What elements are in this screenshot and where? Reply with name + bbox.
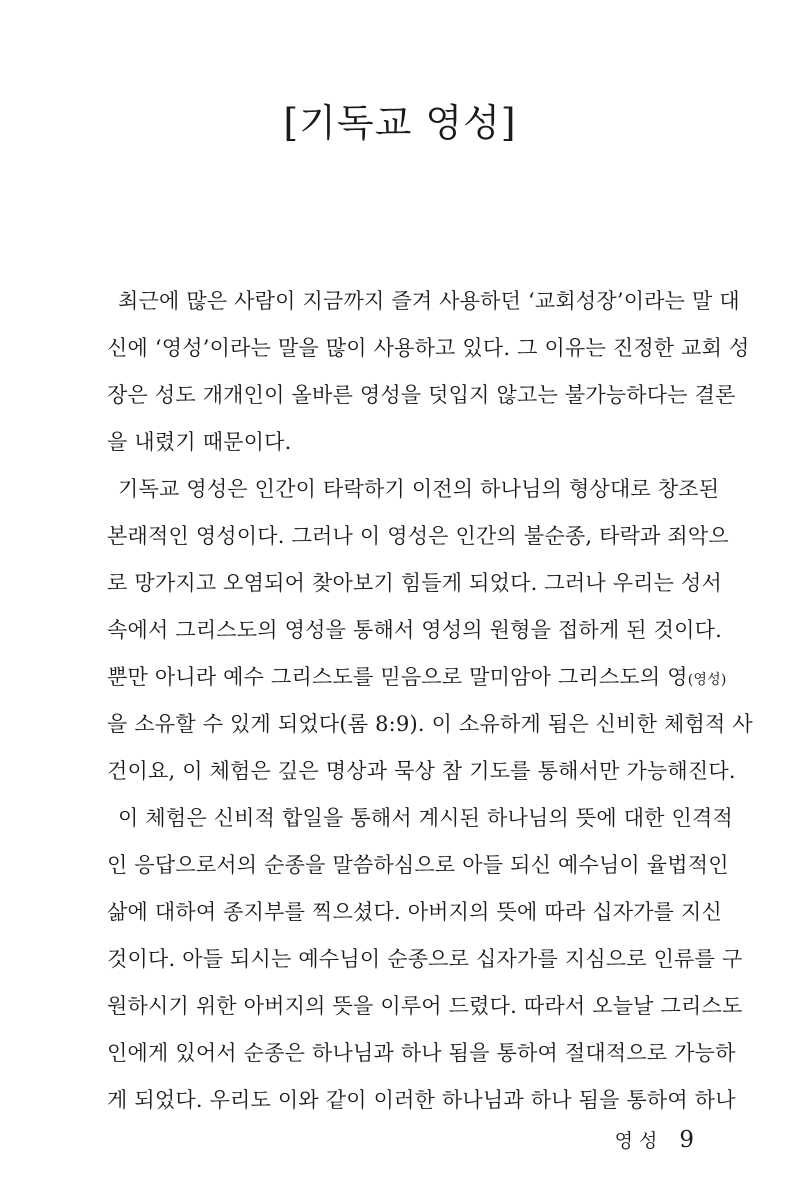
- text-line-4: 을 내렸기 때문이다.: [107, 430, 292, 454]
- text-line-12: 이 체험은 신비적 합일을 통해서 계시된 하나님의 뜻에 대한 인격적: [118, 806, 733, 830]
- text-line-14: 삶에 대하여 종지부를 찍으셨다. 아버지의 뜻에 따라 십자가를 지신: [107, 900, 722, 924]
- page-footer: [615, 1126, 694, 1153]
- text-line-2: 신에 ‘영성’이라는 말을 많이 사용하고 있다. 그 이유는 진정한 교회 성: [107, 336, 750, 360]
- text-line-8: 속에서 그리스도의 영성을 통해서 영성의 원형을 접하게 된 것이다.: [107, 618, 722, 642]
- text-line-9-main: 뿐만 아니라 예수 그리스도를 믿음으로 말미암아 그리스도의 영: [107, 665, 688, 689]
- text-line-11: 건이요, 이 체험은 깊은 명상과 묵상 참 기도를 통해서만 가능해진다.: [107, 759, 736, 783]
- text-line-9-annotation: (영성): [687, 672, 727, 688]
- page-title: [기독교 영성]: [283, 101, 517, 145]
- text-line-16: 원하시기 위한 아버지의 뜻을 이루어 드렸다. 따라서 오늘날 그리스도: [107, 994, 743, 1018]
- text-line-3: 장은 성도 개개인이 올바른 영성을 덧입지 않고는 불가능하다는 결론: [107, 383, 736, 407]
- text-line-1: 최근에 많은 사람이 지금까지 즐겨 사용하던 ‘교회성장’이라는 말 대: [118, 289, 740, 313]
- text-line-10: 을 소유할 수 있게 되었다(롬 8:9). 이 소유하게 됨은 신비한 체험적 사: [107, 712, 753, 736]
- text-line-5: 기독교 영성은 인간이 타락하기 이전의 하나님의 형상대로 창조된: [118, 477, 720, 501]
- text-line-17: 인에게 있어서 순종은 하나님과 하나 됨을 통하여 절대적으로 가능하: [107, 1041, 736, 1065]
- text-line-6: 본래적인 영성이다. 그러나 이 영성은 인간의 불순종, 타락과 죄악으: [107, 524, 729, 548]
- text-line-13: 인 응답으로서의 순종을 말씀하심으로 아들 되신 예수님이 율법적인: [107, 853, 729, 877]
- running-title: 영 성: [614, 1130, 658, 1152]
- text-line-7: 로 망가지고 오염되어 찾아보기 힘들게 되었다. 그러나 우리는 성서: [107, 571, 722, 595]
- text-line-9: [107, 654, 727, 701]
- body-text: [107, 278, 753, 1124]
- text-line-15: 것이다. 아들 되시는 예수님이 순종으로 십자가를 지심으로 인류를 구: [107, 947, 743, 971]
- page-number: 9: [679, 1127, 694, 1153]
- text-line-18: 게 되었다. 우리도 이와 같이 이러한 하나님과 하나 됨을 통하여 하나: [107, 1088, 736, 1112]
